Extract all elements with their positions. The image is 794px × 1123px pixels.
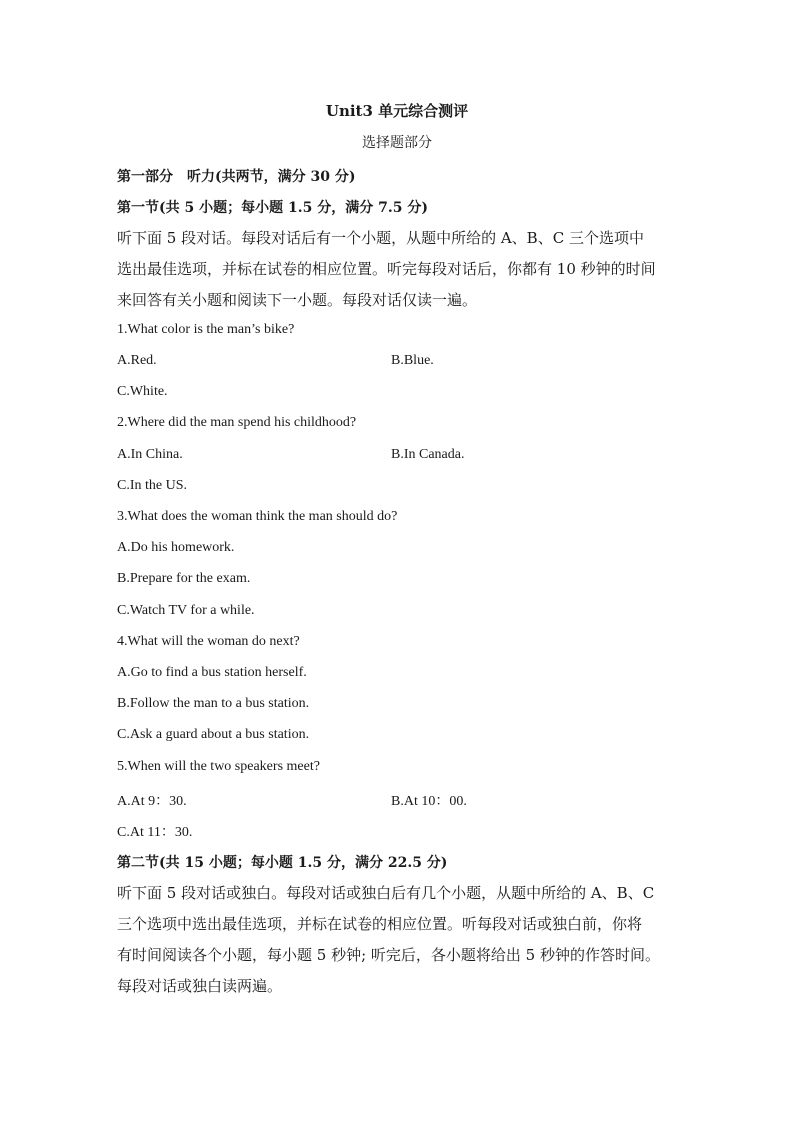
q5-option-c: C.At 11：30. <box>117 825 193 840</box>
part1-heading: 第一部分 听力(共两节，满分 30 分) <box>117 169 356 185</box>
q4-option-b: B.Follow the man to a bus station. <box>117 696 310 711</box>
instruction-line: 听下面 5 段对话。每段对话后有一个小题，从题中所给的 A、B、C 三个选项中 <box>117 229 644 247</box>
instruction-line: 选出最佳选项，并标在试卷的相应位置。听完每段对话后，你都有 10 秒钟的时间 <box>117 260 656 278</box>
question-5: 5.When will the two speakers meet? <box>117 759 320 774</box>
question-2: 2.Where did the man spend his childhood? <box>117 415 357 430</box>
section2-heading: 第二节(共 15 小题；每小题 1.5 分，满分 22.5 分) <box>117 855 448 871</box>
q2-option-b: B.In Canada. <box>391 447 465 462</box>
section1-instructions <box>117 223 682 316</box>
instruction-line: 听下面 5 段对话或独白。每段对话或独白后有几个小题，从题中所给的 A、B、C <box>117 884 655 902</box>
question-3: 3.What does the woman think the man should do? <box>117 509 398 524</box>
q1-option-c: C.White. <box>117 384 168 399</box>
section1-heading: 第一节(共 5 小题；每小题 1.5 分，满分 7.5 分) <box>117 200 428 216</box>
question-1: 1.What color is the man’s bike? <box>117 322 295 337</box>
q2-option-a: A.In China. <box>117 447 183 462</box>
q3-option-c: C.Watch TV for a while. <box>117 603 255 618</box>
q2-option-c: C.In the US. <box>117 478 187 493</box>
q4-option-a: A.Go to find a bus station herself. <box>117 665 307 680</box>
q1-option-b: B.Blue. <box>391 353 434 368</box>
instruction-line: 三个选项中选出最佳选项，并标在试卷的相应位置。听每段对话或独白前，你将 <box>117 915 643 933</box>
q5-option-b: B.At 10：00. <box>391 794 467 809</box>
q4-option-c: C.Ask a guard about a bus station. <box>117 727 310 742</box>
q3-option-b: B.Prepare for the exam. <box>117 571 251 586</box>
page-title: Unit3 单元综合测评 <box>325 102 469 120</box>
instruction-line: 每段对话或独白读两遍。 <box>117 977 283 995</box>
q1-option-a: A.Red. <box>117 353 157 368</box>
section2-instructions <box>117 878 682 1002</box>
instruction-line: 来回答有关小题和阅读下一小题。每段对话仅读一遍。 <box>117 291 478 309</box>
q3-option-a: A.Do his homework. <box>117 540 235 555</box>
question-4: 4.What will the woman do next? <box>117 634 300 649</box>
page-subtitle: 选择题部分 <box>362 135 432 151</box>
q5-option-a: A.At 9：30. <box>117 794 187 809</box>
instruction-line: 有时间阅读各个小题，每小题 5 秒钟; 听完后，各小题将给出 5 秒钟的作答时间。 <box>117 946 660 964</box>
